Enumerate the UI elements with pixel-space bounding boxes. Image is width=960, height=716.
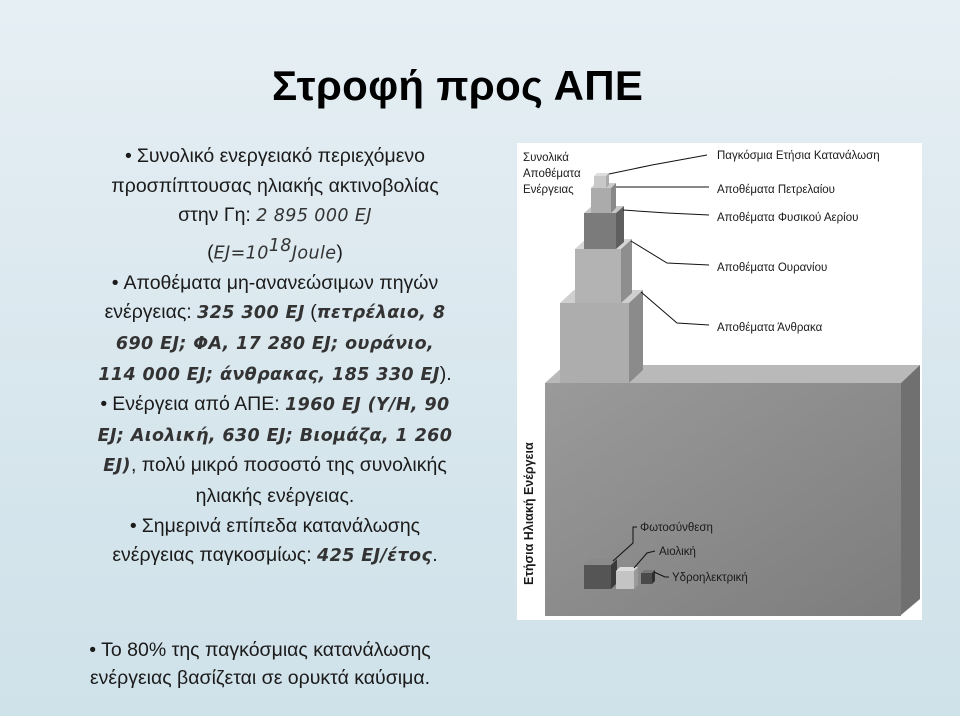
text-fragment: EJ) xyxy=(103,456,131,477)
text-line: ηλιακής ενέργειας. xyxy=(195,485,355,508)
hydro-cube xyxy=(641,570,655,584)
energy-cubes-figure xyxy=(517,143,922,620)
text-line: ενέργειας: xyxy=(104,301,198,324)
gas-label: ΦΑ xyxy=(193,334,223,355)
label-total-1: Συνολικά xyxy=(523,152,569,164)
oil-label: πετρέλαιο xyxy=(316,303,420,324)
list-item xyxy=(40,636,480,664)
text-fragment: ( xyxy=(207,241,214,264)
text-line: της παγκόσμιας κατανάλωσης xyxy=(166,639,431,661)
text-fragment: ). xyxy=(439,362,452,385)
label-wind: Αιολική xyxy=(659,546,696,558)
photosynthesis-cube xyxy=(584,559,617,589)
bottom-note xyxy=(40,636,480,692)
percentage-value: 80% xyxy=(127,639,167,661)
wind-cube xyxy=(616,567,638,589)
text-fragment: EJ; xyxy=(97,425,131,446)
text-fragment: 690 EJ; xyxy=(115,334,194,355)
biomass-label: Βιομάζα xyxy=(299,425,382,446)
label-total-2: Αποθέματα xyxy=(523,168,581,180)
wind-label: Αιολική xyxy=(130,425,209,446)
unit-definition: EJ=10 xyxy=(213,243,269,264)
text-fragment: , 17 280 EJ; xyxy=(222,334,346,355)
text-fragment: 114 000 EJ; xyxy=(98,364,220,385)
text-fragment: , 1 260 xyxy=(381,425,453,446)
list-item xyxy=(40,512,510,542)
text-fragment: . xyxy=(432,544,438,567)
text-line: Αποθέματα μη-ανανεώσιμων πηγών xyxy=(123,271,439,294)
text-block xyxy=(40,142,510,572)
label-uranium: Αποθέματα Ουρανίου xyxy=(717,262,828,274)
label-photosynthesis: Φωτοσύνθεση xyxy=(640,522,713,534)
text-line: ενέργειας παγκοσμίως: xyxy=(112,544,318,567)
consumption-cube xyxy=(594,173,609,188)
text-line: , πολύ μικρό ποσοστό της συνολικής xyxy=(130,454,447,477)
label-hydro: Υδροηλεκτρική xyxy=(672,572,748,584)
text-line: Ενέργεια από ΑΠΕ: xyxy=(112,393,286,416)
reserves-value: 325 300 EJ xyxy=(197,303,305,324)
coal-label: άνθρακας xyxy=(219,364,319,385)
unit-name: Joule xyxy=(291,243,337,264)
text-fragment: , xyxy=(427,334,435,355)
coal-cube xyxy=(560,290,643,383)
label-total-3: Ενέργειας xyxy=(523,184,574,196)
uranium-label: ουράνιο xyxy=(345,334,428,355)
text-line: στην Γη: xyxy=(178,204,257,227)
list-item xyxy=(40,390,510,421)
list-item xyxy=(40,142,510,172)
text-fragment: , 630 EJ; xyxy=(208,425,300,446)
text-fragment: ) xyxy=(336,241,343,264)
solar-energy-value: 2 895 000 ΕJ xyxy=(256,206,372,227)
renewables-value: 1960 EJ (Υ/Η, 90 xyxy=(285,395,450,416)
consumption-value: 425 EJ/έτος xyxy=(317,546,433,567)
text-line: προσπίπτουσας ηλιακής ακτινοβολίας xyxy=(111,174,439,197)
label-solar: Ετήσια Ηλιακή Ενέργεια xyxy=(522,442,536,585)
text-line: Σημερινά επίπεδα κατανάλωσης xyxy=(141,514,421,537)
text-line: Συνολικό ενεργειακό περιεχόμενο xyxy=(136,145,426,167)
text-line: ενέργειας βασίζεται σε ορυκτά καύσιμα. xyxy=(89,667,431,689)
text-fragment: ( xyxy=(304,301,317,324)
label-oil: Αποθέματα Πετρελαίου xyxy=(717,184,835,196)
label-consumption: Παγκόσμια Ετήσια Κατανάλωση xyxy=(717,150,880,162)
text-fragment: , 8 xyxy=(419,303,446,324)
list-item xyxy=(40,269,510,299)
page-title: Στροφή προς ΑΠΕ xyxy=(272,62,644,109)
label-gas: Αποθέματα Φυσικού Αερίου xyxy=(717,212,859,224)
cubes-illustration xyxy=(517,143,922,620)
text-fragment: , 185 330 EJ xyxy=(318,364,440,385)
text-fragment: Το xyxy=(101,639,128,661)
unit-exponent: 18 xyxy=(268,235,292,256)
label-coal: Αποθέματα Άνθρακα xyxy=(717,322,823,334)
